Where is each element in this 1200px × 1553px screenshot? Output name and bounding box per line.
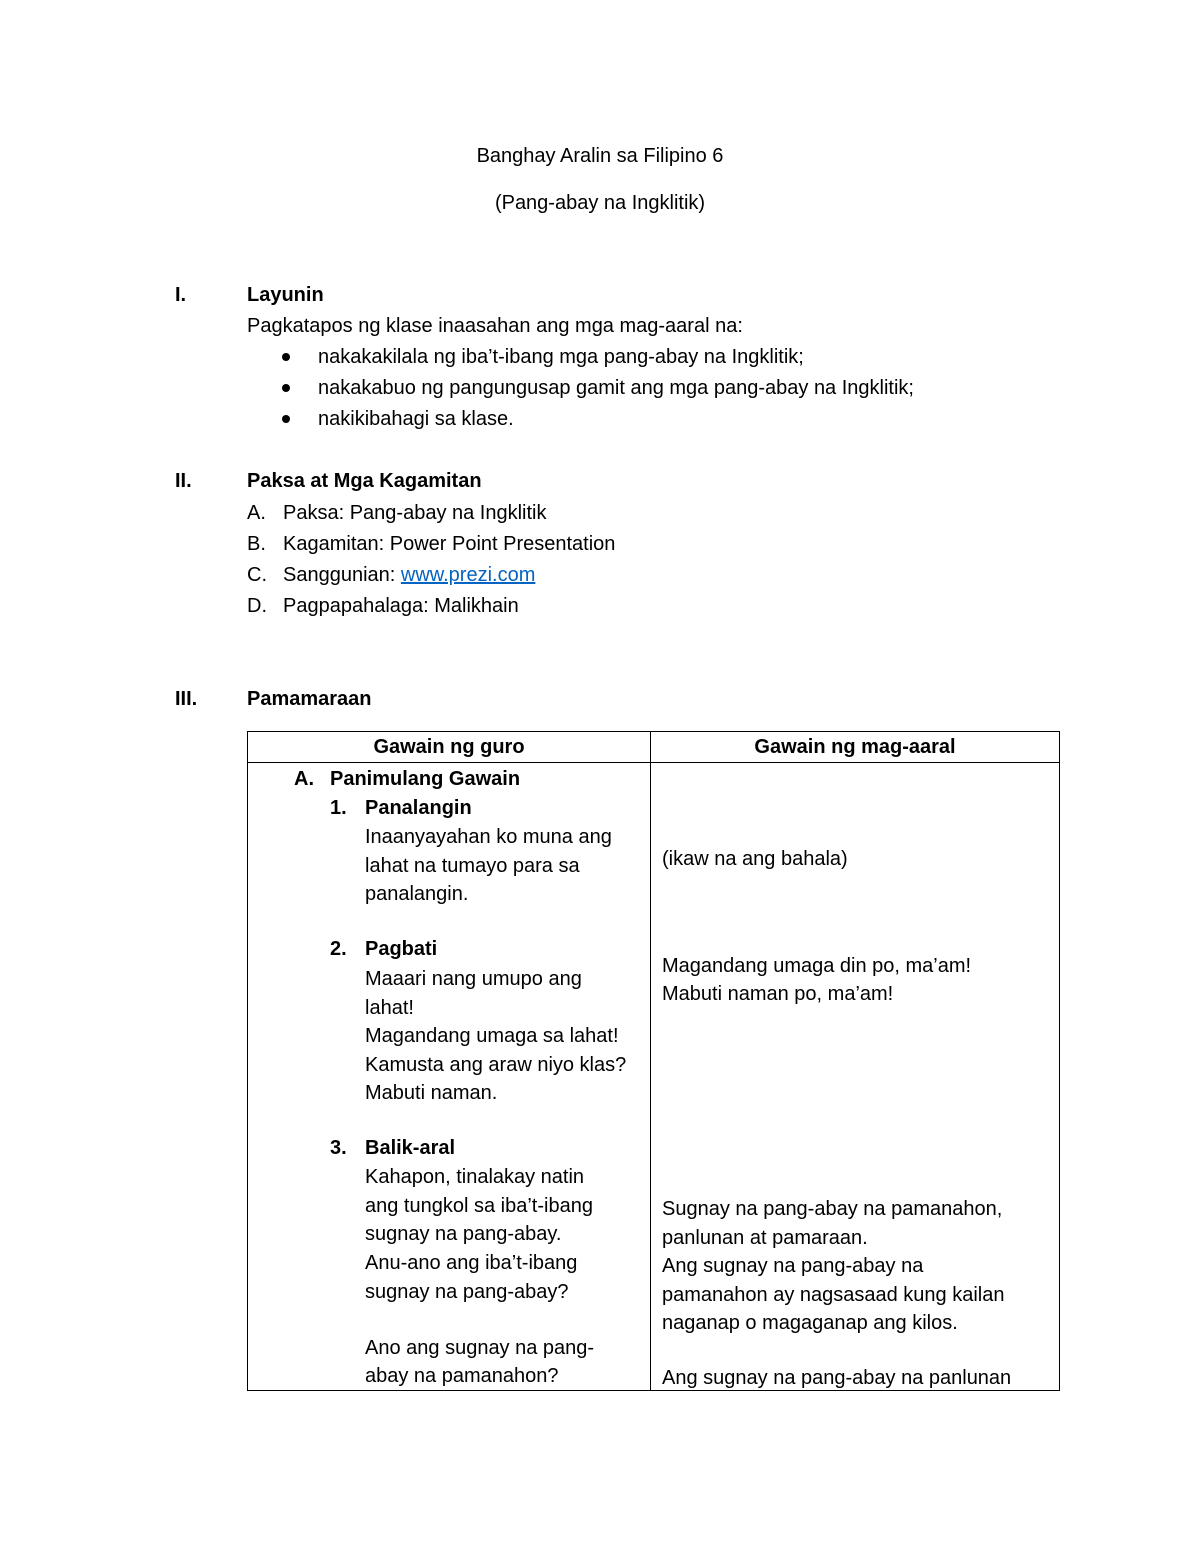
teacher-line: Anu-ano ang iba’t-ibang	[365, 1252, 578, 1274]
teacher-line: Maaari nang umupo ang	[365, 968, 582, 990]
teacher-activities-cell	[248, 763, 651, 1391]
teacher-column-header: Gawain ng guro	[248, 732, 651, 763]
reference-letter: C.	[247, 564, 267, 586]
teacher-line: abay na pamanahon?	[365, 1365, 559, 1387]
step-2-number: 2.	[330, 938, 347, 960]
step-3-title: Balik-aral	[365, 1137, 456, 1159]
teacher-line: Kamusta ang araw niyo klas?	[365, 1054, 627, 1076]
teacher-line: lahat na tumayo para sa	[365, 855, 580, 877]
reference-label: Sanggunian:	[283, 564, 401, 586]
materials-item: Kagamitan: Power Point Presentation	[283, 533, 616, 555]
student-line: Ang sugnay na pang-abay na	[662, 1255, 924, 1277]
student-activities-cell	[651, 763, 1060, 1391]
student-line: Mabuti naman po, ma’am!	[662, 983, 894, 1005]
table-header-row	[248, 732, 1060, 763]
student-line: Sugnay na pang-abay na pamanahon,	[662, 1198, 1003, 1220]
student-line: (ikaw na ang bahala)	[662, 848, 848, 870]
student-column-header: Gawain ng mag-aaral	[651, 732, 1060, 763]
objective-item: nakikibahagi sa klase.	[318, 408, 514, 430]
step-3-number: 3.	[330, 1137, 347, 1159]
document-title: Banghay Aralin sa Filipino 6	[476, 145, 724, 167]
teacher-line: lahat!	[365, 997, 414, 1019]
student-line: panlunan at pamaraan.	[662, 1227, 868, 1249]
student-line: pamanahon ay nagsasaad kung kailan	[662, 1284, 1005, 1306]
student-line: naganap o magaganap ang kilos.	[662, 1312, 958, 1334]
materials-letter: B.	[247, 533, 266, 555]
teacher-line: Ano ang sugnay na pang-	[365, 1337, 595, 1359]
objective-item: nakakabuo ng pangungusap gamit ang mga pang-abay na Ingklitik;	[318, 377, 914, 399]
teacher-line: Kahapon, tinalakay natin	[365, 1166, 585, 1188]
section-3-numeral: III.	[175, 688, 198, 710]
topic-letter: A.	[247, 502, 266, 524]
values-item: Pagpapahalaga: Malikhain	[283, 595, 519, 617]
document-subtitle: (Pang-abay na Ingklitik)	[494, 192, 706, 214]
topic-item: Paksa: Pang-abay na Ingklitik	[283, 502, 547, 524]
section-2-numeral: II.	[175, 470, 192, 492]
objective-item: nakakakilala ng iba’t-ibang mga pang-abay na Ingklitik;	[318, 346, 804, 368]
teacher-line: Magandang umaga sa lahat!	[365, 1025, 619, 1047]
teacher-line: ang tungkol sa iba’t-ibang	[365, 1195, 593, 1217]
section-1-numeral: I.	[175, 284, 187, 306]
reference-link[interactable]: www.prezi.com	[400, 564, 536, 586]
bullet-dot-icon	[282, 384, 290, 392]
procedure-table	[247, 731, 1060, 1391]
part-a-title: Panimulang Gawain	[330, 768, 521, 790]
teacher-line: Mabuti naman.	[365, 1082, 498, 1104]
student-line: Magandang umaga din po, ma’am!	[662, 955, 972, 977]
teacher-line: sugnay na pang-abay.	[365, 1223, 562, 1245]
section-3-heading: Pamamaraan	[247, 688, 372, 710]
section-2-heading: Paksa at Mga Kagamitan	[247, 470, 482, 492]
bullet-dot-icon	[282, 415, 290, 423]
section-1-heading: Layunin	[247, 284, 324, 306]
step-1-title: Panalangin	[365, 797, 472, 819]
table-row	[248, 763, 1060, 1391]
step-1-number: 1.	[330, 797, 347, 819]
values-letter: D.	[247, 595, 267, 617]
reference-item	[283, 564, 535, 587]
bullet-dot-icon	[282, 353, 290, 361]
teacher-line: panalangin.	[365, 883, 469, 905]
step-2-title: Pagbati	[365, 938, 438, 960]
student-line: Ang sugnay na pang-abay na panlunan	[662, 1367, 1012, 1389]
teacher-line: sugnay na pang-abay?	[365, 1281, 569, 1303]
teacher-line: Inaanyayahan ko muna ang	[365, 826, 612, 848]
part-a-letter: A.	[294, 768, 314, 790]
section-1-intro: Pagkatapos ng klase inaasahan ang mga mag-aaral na:	[247, 315, 743, 337]
